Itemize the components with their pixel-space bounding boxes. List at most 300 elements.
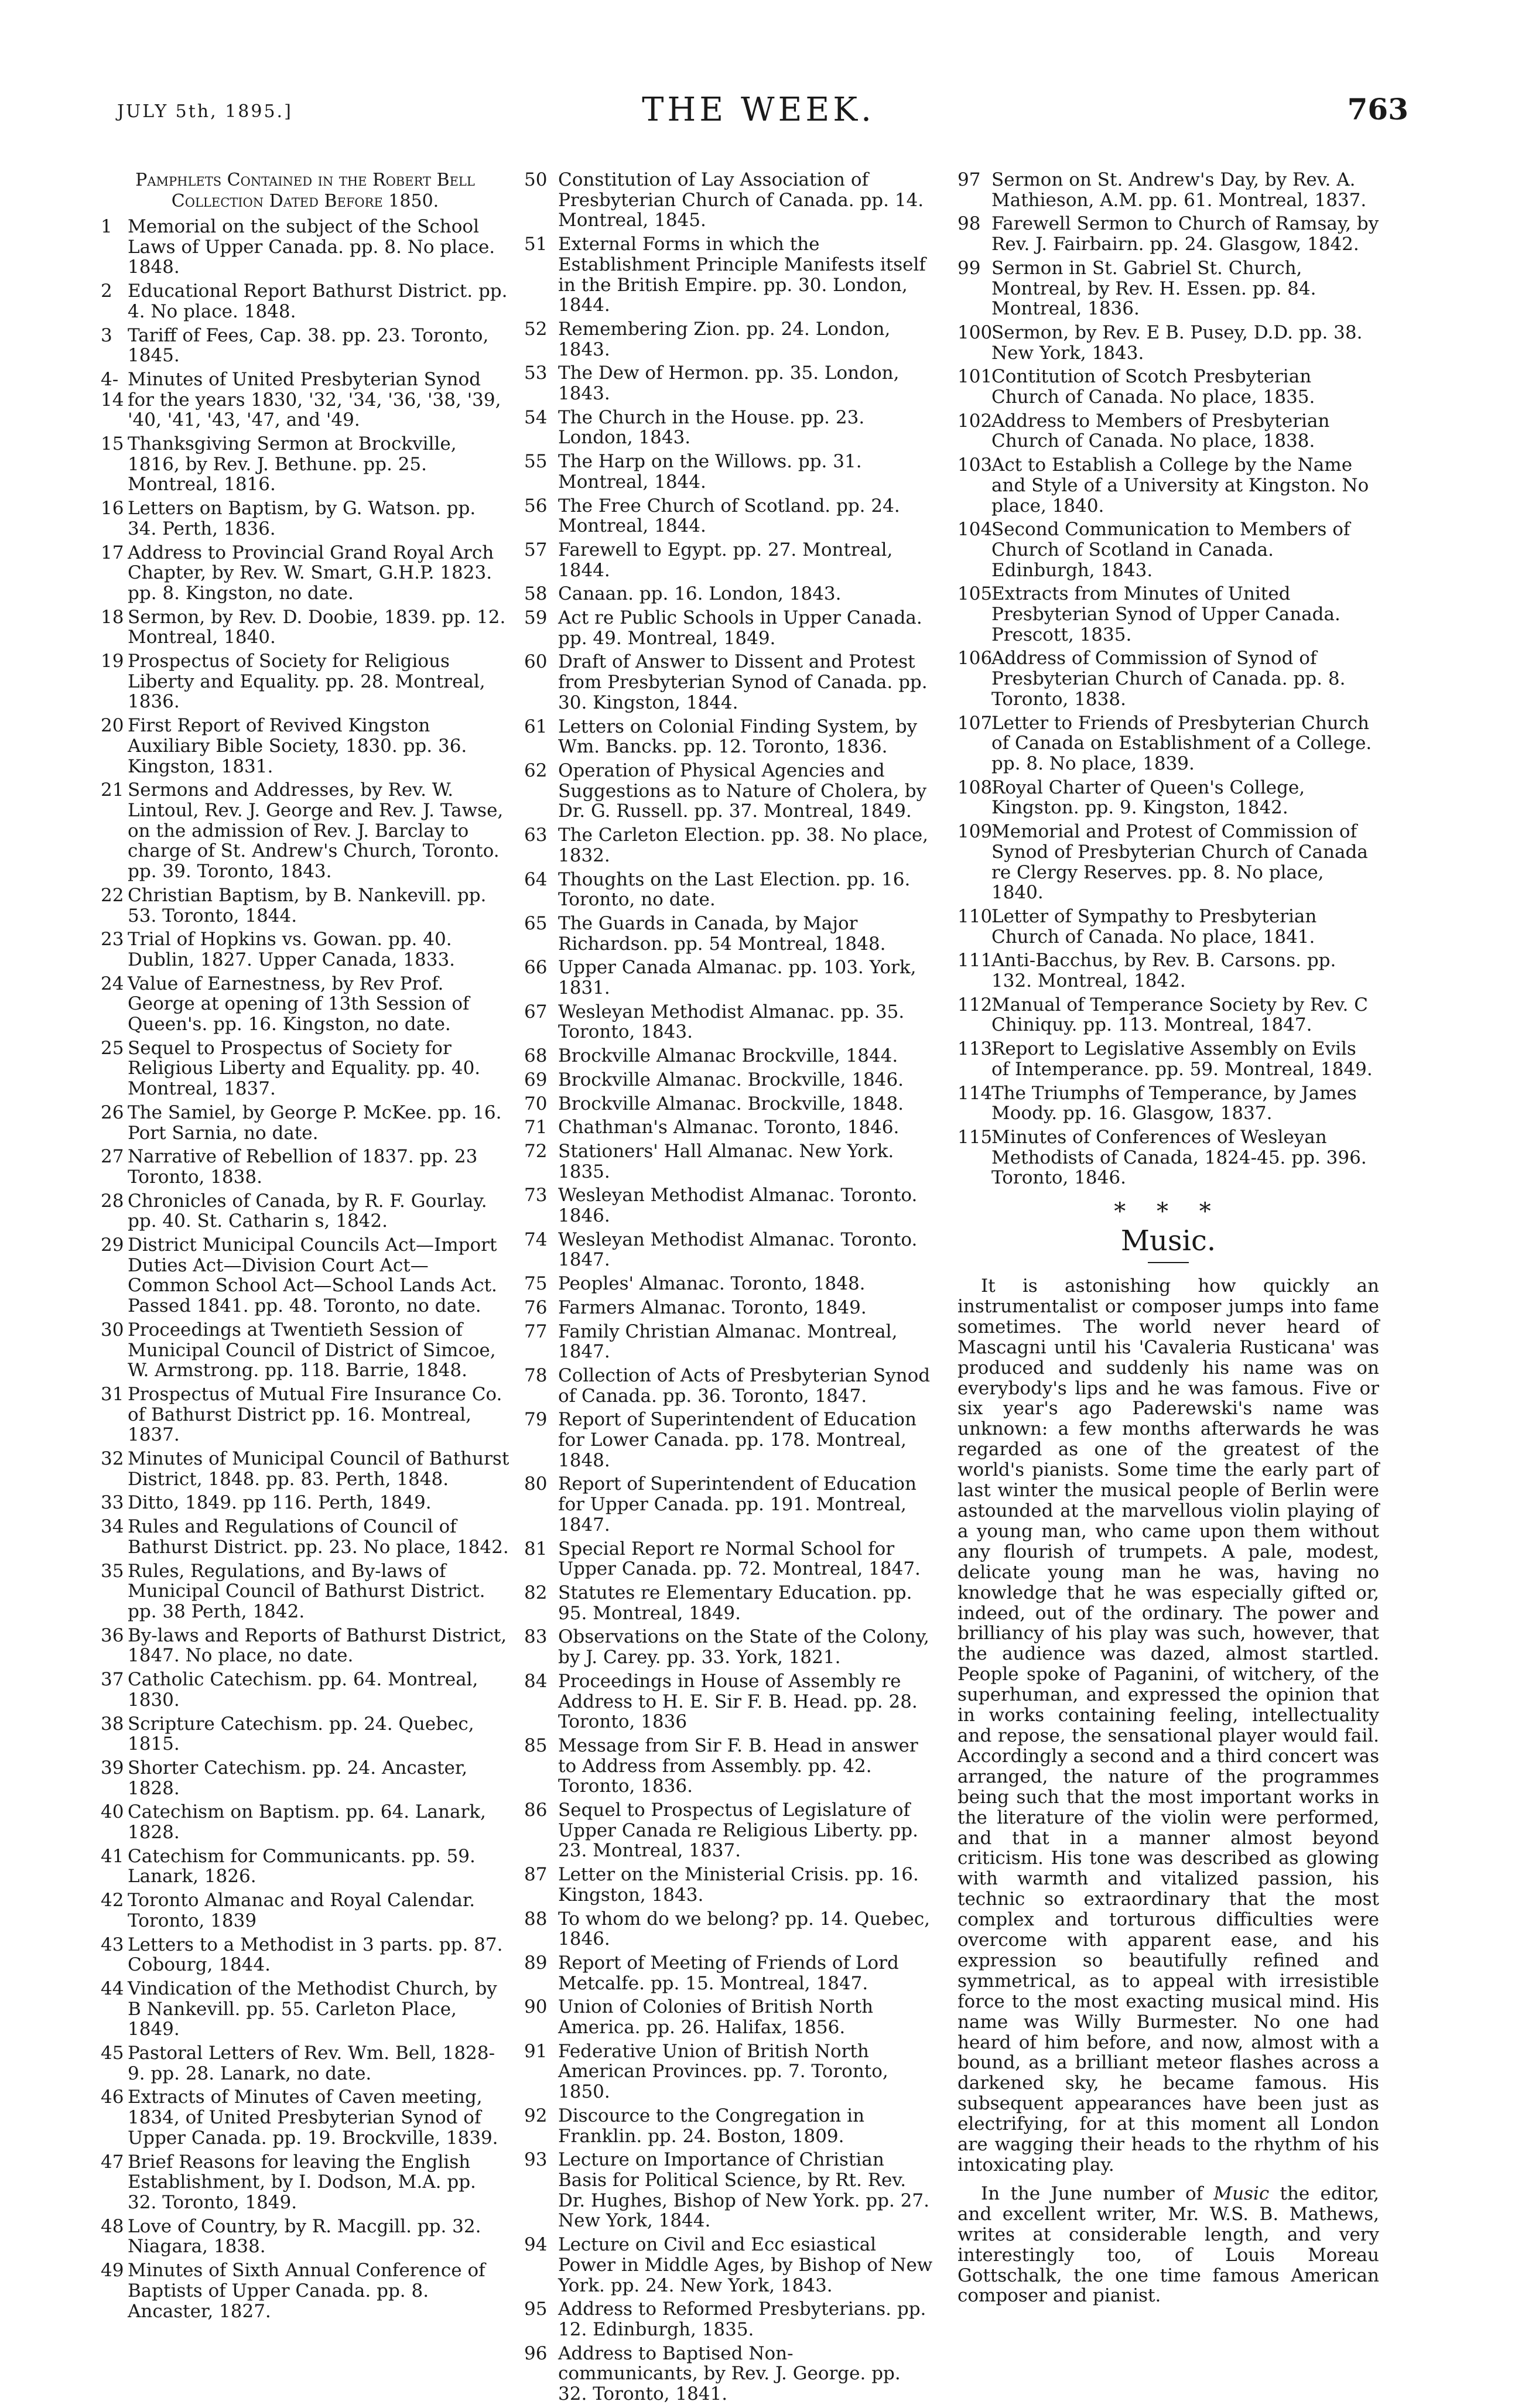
pamphlet-description: Prospectus of Society for Religious Liberty and Equality. pp. 28. Montreal, 1836. <box>128 651 485 713</box>
pamphlet-list-2 <box>524 170 933 2404</box>
pamphlet-number: 56 <box>524 495 548 517</box>
pamphlet-entry <box>524 2106 933 2146</box>
pamphlet-description: Royal Charter of Queen's College, Kingston. pp. 9. Kingston, 1842. <box>991 777 1305 819</box>
pamphlet-number: 101 <box>957 366 993 388</box>
pamphlet-entry <box>101 1493 509 1513</box>
pamphlet-description: Rules, Regulations, and By-laws of Municipal Council of Bathurst District. pp. 38 Perth, 1842. <box>128 1560 485 1622</box>
pamphlet-description: Constitution of Lay Association of Presbyterian Church of Canada. pp. 14. Montreal, 1845. <box>558 169 924 231</box>
pamphlet-entry <box>524 1583 933 1623</box>
pamphlet-description: Report to Legislative Assembly on Evils of Intemperance. pp. 59. Montreal, 1849. <box>991 1038 1373 1080</box>
pamphlet-entry <box>524 1070 933 1090</box>
pamphlet-entry <box>524 540 933 580</box>
pamphlet-description: Scripture Catechism. pp. 24. Quebec, 1815. <box>128 1713 474 1755</box>
pamphlet-entry <box>524 1366 933 1406</box>
pamphlet-entry <box>101 929 509 970</box>
pamphlet-number: 42 <box>101 1890 124 1911</box>
pamphlet-description: The Harp on the Willows. pp. 31. Montreal, 1844. <box>558 451 862 492</box>
pamphlet-entry <box>524 870 933 910</box>
pamphlet-entry <box>101 1714 509 1754</box>
pamphlet-description: Observations on the State of the Colony, by J. Carey. pp. 33. York, 1821. <box>558 1626 929 1668</box>
pamphlet-number: 108 <box>957 777 993 798</box>
pamphlet-number: 47 <box>101 2151 124 2173</box>
pamphlet-number: 36 <box>101 1624 124 1646</box>
pamphlet-number: 109 <box>957 821 993 843</box>
pamphlet-number: 66 <box>524 957 548 979</box>
pamphlet-entry <box>957 907 1379 947</box>
pamphlet-entry <box>524 1185 933 1226</box>
pamphlet-description: Letters on Baptism, by G. Watson. pp. 34. Perth, 1836. <box>128 498 476 539</box>
pamphlet-entry <box>101 780 509 882</box>
pamphlet-number: 68 <box>524 1045 548 1067</box>
pamphlet-entry <box>524 1410 933 1470</box>
pamphlet-description: Letter on the Ministerial Crisis. pp. 16. Kingston, 1843. <box>558 1864 919 1906</box>
pamphlet-description: Ditto, 1849. pp 116. Perth, 1849. <box>128 1492 432 1514</box>
pamphlet-number: 58 <box>524 583 548 605</box>
pamphlet-description: Lecture on Importance of Christian Basis for Political Science, by Rt. Rev. Dr. Hughes, Bishop of New York. pp. 27. New York, 1844. <box>558 2149 929 2232</box>
pamphlet-description: Remembering Zion. pp. 24. London, 1843. <box>558 318 891 360</box>
pamphlet-entry <box>524 1474 933 1535</box>
pamphlet-description: Love of Country, by R. Macgill. pp. 32. Niagara, 1838. <box>128 2215 481 2258</box>
pamphlet-number: 35 <box>101 1560 124 1582</box>
pamphlet-entry <box>101 1103 509 1143</box>
pamphlet-entry <box>101 2260 509 2321</box>
music-paragraph-1: It is astonishing how quickly an instrumentalist or composer jumps into fame sometimes. The world never heard of Mascagni until his 'Cavaleria Rusticana' was produced and suddenly his name was on everybody's lips and he was famous. Five or six year's ago Paderewski's name was unknown: a few months afterwards he was regarded as one of the greatest of the world's pianists. Some time the early part of last winter the musical people of Berlin were astounded at the marvellous violin playing of a young man, who came upon them without any flourish of trumpets. A pale, modest, delicate young man he was, having no knowledge that he was especially gifted or, indeed, out of the ordinary. The power and brilliancy of his play was such, however, that the audience was dazed, almost startled. People spoke of Paganini, of witchery, of the superhuman, and expressed the opinion that in works containing feeling, intellectuality and repose, the sensational player would fail. Accordingly a second and a third concert was arranged, the nature of the programmes being such that the most important works in the literature of the violin were performed, and that in a manner almost beyond criticism. His tone was described as glowing with warmth and vitalized passion, his technic so extraordinary that the most complex and torturous difficulties were overcome with apparent ease, and his expression so beautifully refined and symmetrical, as to appeal with irresistible force to the most exacting musical mind. His name was Willy Burmester. No one had heard of him before, and now, almost with a bound, as a brilliant meteor flashes across a darkened sky, he became famous. His subsequent appearances have been just as electrifying, for at this moment all London are wagging their heads to the rhythm of his intoxicating play. <box>957 1275 1379 2176</box>
pamphlet-number: 114 <box>957 1082 993 1104</box>
pamphlet-entry <box>101 217 509 278</box>
pamphlet-entry <box>524 234 933 316</box>
pamphlet-number: 99 <box>957 257 981 279</box>
pamphlet-description: Memorial on the subject of the School Laws of Upper Canada. pp. 8. No place. 1848. <box>128 216 495 278</box>
pamphlet-number: 51 <box>524 234 548 255</box>
pamphlet-number: 39 <box>101 1757 124 1778</box>
pamphlet-description: Minutes of Conferences of Wesleyan Methodists of Canada, 1824-45. pp. 396. Toronto, 1846. <box>991 1126 1367 1189</box>
pamphlet-entry <box>101 2217 509 2257</box>
pamphlet-description: Union of Colonies of British North America. pp. 26. Halifax, 1856. <box>558 1996 874 2038</box>
pamphlet-number: 48 <box>101 2215 124 2237</box>
pamphlet-description: Value of Earnestness, by Rev Prof. George at opening of 13th Session of Queen's. pp. 16. Kingston, no date. <box>128 973 470 1035</box>
pamphlet-entry <box>101 1890 509 1931</box>
pamphlet-description: Canaan. pp. 16. London, 1843. <box>558 583 842 605</box>
column-2 <box>524 170 933 2408</box>
pamphlet-entry <box>957 519 1379 580</box>
pamphlet-number: 54 <box>524 406 548 428</box>
pamphlet-entry <box>101 2043 509 2084</box>
pamphlet-number: 96 <box>524 2342 548 2364</box>
pamphlet-entry <box>101 1384 509 1445</box>
pamphlet-description: Catechism for Communicants. pp. 59. Lanark, 1826. <box>128 1845 476 1887</box>
pamphlet-number: 43 <box>101 1934 124 1955</box>
pamphlet-entry <box>101 651 509 712</box>
pamphlet-entry <box>101 1449 509 1489</box>
pamphlet-number: 72 <box>524 1140 548 1162</box>
pamphlet-number: 89 <box>524 1952 548 1973</box>
pamphlet-entry <box>957 258 1379 319</box>
pamphlet-entry <box>957 1083 1379 1124</box>
pamphlet-entry <box>101 1038 509 1099</box>
pamphlet-entry <box>101 716 509 777</box>
pamphlet-description: Thoughts on the Last Election. pp. 16. Toronto, no date. <box>558 868 911 911</box>
pamphlet-description: Report of Superintendent of Education for Lower Canada. pp. 178. Montreal, 1848. <box>558 1409 916 1471</box>
pamphlet-description: Extracts of Minutes of Caven meeting, 1834, of United Presbyterian Synod of Upper Canada. pp. 19. Brockville, 1839. <box>128 2087 498 2149</box>
pamphlet-description: Catechism on Baptism. pp. 64. Lanark, 1828. <box>128 1801 486 1843</box>
pamphlet-number: 59 <box>524 607 548 629</box>
pamphlet-description: Shorter Catechism. pp. 24. Ancaster, 1828. <box>128 1757 468 1799</box>
pamphlet-number: 71 <box>524 1117 548 1138</box>
pamphlet-description: The Triumphs of Temperance, by James Moody. pp. 16. Glasgow, 1837. <box>991 1082 1357 1124</box>
pamphlet-number: 1 <box>101 216 112 237</box>
pamphlet-description: Federative Union of British North American Provinces. pp. 7. Toronto, 1850. <box>558 2040 888 2103</box>
pamphlet-description: Thanksgiving Sermon at Brockville, 1816, by Rev. J. Bethune. pp. 25. Montreal, 1816. <box>128 433 457 495</box>
pamphlet-number: 17 <box>101 542 124 563</box>
pamphlets-heading <box>101 170 509 212</box>
pamphlet-description: Collection of Acts of Presbyterian Synod of Canada. pp. 36. Toronto, 1847. <box>558 1364 931 1407</box>
pamphlet-description: Letters on Colonial Finding System, by Wm. Bancks. pp. 12. Toronto, 1836. <box>558 716 918 758</box>
pamphlet-description: Catholic Catechism. pp. 64. Montreal, 1830. <box>128 1669 478 1711</box>
pamphlet-entry <box>524 452 933 492</box>
pamphlet-entry <box>524 1800 933 1861</box>
pamphlet-description: Draft of Answer to Dissent and Protest from Presbyterian Synod of Canada. pp. 30. Kingston, 1844. <box>558 651 928 713</box>
pamphlet-entry <box>524 608 933 648</box>
pamphlet-number: 79 <box>524 1409 548 1431</box>
pamphlet-entry <box>957 1039 1379 1079</box>
pamphlet-number: 2 <box>101 281 112 302</box>
pamphlet-number: 77 <box>524 1321 548 1342</box>
pamphlet-number: 45 <box>101 2043 124 2064</box>
music-section-title: Music. <box>1120 1224 1216 1258</box>
pamphlet-description: Act re Public Schools in Upper Canada. pp. 49. Montreal, 1849. <box>558 607 922 649</box>
pamphlet-entry <box>101 1758 509 1798</box>
pamphlet-number: 110 <box>957 905 993 927</box>
pamphlet-entry <box>524 2344 933 2404</box>
pamphlet-description: Second Communication to Members of Church of Scotland in Canada. Edinburgh, 1843. <box>991 519 1350 581</box>
publication-title: THE WEEK. <box>642 91 875 129</box>
pamphlet-number: 107 <box>957 712 993 734</box>
pamphlet-number: 73 <box>524 1185 548 1206</box>
pamphlet-description: Brockville Almanac. Brockville, 1846. <box>558 1069 904 1090</box>
pamphlet-entry <box>957 822 1379 903</box>
pamphlet-entry <box>524 1909 933 1949</box>
pamphlet-entry <box>957 648 1379 709</box>
pamphlet-entry <box>101 1802 509 1842</box>
pamphlet-entry <box>101 370 509 430</box>
pamphlet-number: 33 <box>101 1492 124 1514</box>
pamphlet-description: Discource to the Congregation in Franklin. pp. 24. Boston, 1809. <box>558 2105 865 2147</box>
pamphlet-description: The Free Church of Scotland. pp. 24. Montreal, 1844. <box>558 495 900 537</box>
pamphlet-entry <box>524 1094 933 1114</box>
pamphlet-entry <box>957 323 1379 363</box>
pamphlet-entry <box>101 1626 509 1666</box>
pamphlet-number: 44 <box>101 1978 124 1999</box>
pamphlet-description: Brockville Almanac. Brockville, 1848. <box>558 1093 904 1114</box>
pamphlet-number: 92 <box>524 2105 548 2126</box>
magazine-title: Music <box>1213 2183 1270 2204</box>
pamphlet-number: 21 <box>101 779 124 801</box>
pamphlet-number: 55 <box>524 451 548 473</box>
pamphlet-entry <box>101 1320 509 1381</box>
pamphlet-entry <box>524 2150 933 2231</box>
pamphlet-number: 84 <box>524 1670 548 1692</box>
pamphlet-description: Act to Establish a College by the Name and Style of a University at Kingston. No place, 1840. <box>991 454 1369 517</box>
pamphlet-number: 53 <box>524 362 548 384</box>
pamphlet-number: 46 <box>101 2087 124 2108</box>
pamphlet-description: District Municipal Councils Act—Import Duties Act—Division Court Act—Common School Act—School Lands Act. Passed 1841. pp. 48. Toronto, no date. <box>128 1234 497 1317</box>
pamphlet-number: 78 <box>524 1364 548 1386</box>
pamphlet-number: 30 <box>101 1319 124 1340</box>
pamphlet-description: Memorial and Protest of Commission of Synod of Presbyterian Church of Canada re Clergy Reserves. pp. 8. No place, 1840. <box>991 821 1368 904</box>
pamphlet-entry <box>101 1147 509 1187</box>
pamphlet-number: 38 <box>101 1713 124 1735</box>
pamphlet-number: 90 <box>524 1996 548 2018</box>
pamphlet-description: Statutes re Elementary Education. pp. 95. Montreal, 1849. <box>558 1582 912 1624</box>
pamphlet-description: Farewell Sermon to Church of Ramsay, by Rev. J. Fairbairn. pp. 24. Glasgow, 1842. <box>991 213 1379 255</box>
pamphlet-description: Minutes of United Presbyterian Synod for the years 1830, '32, '34, '36, '38, '39, '40, '41, '43, '47, and '49. <box>128 368 501 431</box>
pamphlet-entry <box>101 326 509 366</box>
pamphlet-description: Address of Commission of Synod of Presbyterian Church of Canada. pp. 8. Toronto, 1838. <box>991 648 1346 710</box>
pamphlet-number: 49 <box>101 2260 124 2282</box>
pamphlet-number: 106 <box>957 648 993 669</box>
pamphlet-entry <box>524 914 933 954</box>
pamphlet-description: Proceedings in House of Assembly re Address to H. E. Sir F. B. Head. pp. 28. Toronto, 1836 <box>558 1670 918 1733</box>
pamphlet-number: 61 <box>524 716 548 737</box>
pamphlet-description: Special Report re Normal School for Upper Canada. pp. 72. Montreal, 1847. <box>558 1538 921 1580</box>
pamphlet-number: 70 <box>524 1093 548 1114</box>
pamphlet-description: Wesleyan Methodist Almanac. pp. 35. Toronto, 1843. <box>558 1001 905 1043</box>
pamphlet-number: 3 <box>101 324 112 346</box>
paragraph-2-lead: In the June number of <box>981 2183 1214 2204</box>
pamphlet-number: 15 <box>101 433 124 455</box>
pamphlet-number: 52 <box>524 318 548 340</box>
pamphlet-description: Tariff of Fees, Cap. 38. pp. 23. Toronto, 1845. <box>128 324 489 367</box>
pamphlet-list-3 <box>957 170 1379 1188</box>
pamphlet-description: Operation of Physical Agencies and Suggestions as to Nature of Cholera, by Dr. G. Russell. pp. 37. Montreal, 1849. <box>558 760 927 822</box>
pamphlet-number: 100 <box>957 321 993 343</box>
pamphlet-number: 85 <box>524 1735 548 1756</box>
pamphlet-description: Lecture on Civil and Ecc esiastical Power in Middle Ages, by Bishop of New York. pp. 24. New York, 1843. <box>558 2234 933 2296</box>
pamphlets-heading-line-2: Collection Dated Before 1850. <box>171 191 439 211</box>
pamphlet-entry <box>524 1865 933 1905</box>
music-paragraph-2 <box>957 2184 1379 2306</box>
pamphlet-number: 112 <box>957 994 993 1015</box>
pamphlet-description: Trial of Hopkins vs. Gowan. pp. 40. Dublin, 1827. Upper Canada, 1833. <box>128 929 456 970</box>
pamphlet-description: Letter to Friends of Presbyterian Church of Canada on Establishment of a College. pp. 8. No place, 1839. <box>991 712 1372 774</box>
pamphlet-list-1 <box>101 217 509 2321</box>
pamphlet-number: 63 <box>524 825 548 846</box>
pamphlet-entry <box>524 1274 933 1294</box>
pamphlet-description: The Guards in Canada, by Major Richardson. pp. 54 Montreal, 1848. <box>558 912 886 955</box>
pamphlet-description: Proceedings at Twentieth Session of Municipal Council of District of Simcoe, W. Armstrong. pp. 118. Barrie, 1848. <box>128 1319 496 1381</box>
pamphlet-entry <box>101 885 509 926</box>
pamphlet-entry <box>101 1846 509 1887</box>
pamphlet-description: Address to Members of Presbyterian Church of Canada. No place, 1838. <box>991 410 1330 452</box>
pamphlet-description: Vindication of the Methodist Church, by B Nankevill. pp. 55. Carleton Place, 1849. <box>128 1978 497 2040</box>
pamphlet-description: Contitution of Scotch Presbyterian Church of Canada. No place, 1835. <box>991 366 1315 408</box>
pamphlet-number: 37 <box>101 1669 124 1691</box>
pamphlet-entry <box>524 319 933 360</box>
pamphlet-number: 60 <box>524 651 548 673</box>
pamphlet-description: Prospectus of Mutual Fire Insurance Co. of Bathurst District pp. 16. Montreal, 1837. <box>128 1383 502 1446</box>
pamphlet-number: 88 <box>524 1908 548 1930</box>
pamphlet-number: 22 <box>101 884 124 906</box>
pamphlet-number: 102 <box>957 410 993 432</box>
pamphlet-entry <box>101 1561 509 1622</box>
pamphlet-entry <box>524 1141 933 1182</box>
pamphlet-entry <box>524 957 933 998</box>
pamphlet-number: 20 <box>101 715 124 737</box>
pamphlet-number: 74 <box>524 1229 548 1250</box>
pamphlet-entry <box>524 761 933 822</box>
pamphlet-number: 67 <box>524 1001 548 1022</box>
pamphlet-number: 41 <box>101 1845 124 1867</box>
pamphlet-entry <box>524 2041 933 2102</box>
pamphlet-entry <box>524 652 933 713</box>
pamphlet-number: 31 <box>101 1383 124 1405</box>
pamphlet-number: 57 <box>524 539 548 560</box>
pamphlet-number: 91 <box>524 2040 548 2062</box>
pamphlet-number: 97 <box>957 169 981 190</box>
pamphlet-description: Address to Reformed Presbyterians. pp. 12. Edinburgh, 1835. <box>558 2298 926 2340</box>
pamphlet-entry <box>524 2299 933 2339</box>
pamphlet-number: 34 <box>101 1516 124 1538</box>
pamphlet-entry <box>524 825 933 866</box>
pamphlet-number: 105 <box>957 583 993 605</box>
pamphlet-number: 111 <box>957 950 993 972</box>
pamphlet-description: Report of Meeting of Friends of Lord Metcalfe. pp. 15. Montreal, 1847. <box>558 1952 899 1994</box>
pamphlet-number: 19 <box>101 651 124 672</box>
pamphlet-number: 26 <box>101 1102 124 1123</box>
pamphlet-number: 80 <box>524 1473 548 1495</box>
pamphlet-description: The Dew of Hermon. pp. 35. London, 1843. <box>558 362 900 405</box>
pamphlet-entry <box>101 1935 509 1975</box>
pamphlet-description: Chathman's Almanac. Toronto, 1846. <box>558 1117 900 1138</box>
pamphlet-description: Sermon on St. Andrew's Day, by Rev. A. Mathieson, A.M. pp. 61. Montreal, 1837. <box>991 169 1367 211</box>
pamphlet-entry <box>101 1670 509 1710</box>
pamphlet-number: 40 <box>101 1801 124 1823</box>
pamphlet-description: Sequel to Prospectus of Society for Religious Liberty and Equality. pp. 40. Montreal, 1837. <box>128 1037 481 1100</box>
pamphlet-description: Brief Reasons for leaving the English Establishment, by I. Dodson, M.A. pp. 32. Toronto, 1849. <box>128 2151 476 2213</box>
pamphlet-description: Minutes of Sixth Annual Conference of Baptists of Upper Canada. pp. 8. Ancaster, 1827. <box>128 2260 485 2322</box>
pamphlet-description: Sermon, by Rev. E B. Pusey, D.D. pp. 38. New York, 1843. <box>991 321 1363 364</box>
pamphlet-number: 16 <box>101 498 124 519</box>
pamphlet-number: 4-14 <box>101 368 124 411</box>
pamphlet-entry <box>101 281 509 321</box>
pamphlet-description: Address to Provincial Grand Royal Arch Chapter, by Rev. W. Smart, G.H.P. 1823. pp. 8. Kingston, no date. <box>128 542 494 604</box>
pamphlet-entry <box>524 1298 933 1318</box>
pamphlet-description: Letter of Sympathy to Presbyterian Church of Canada. No place, 1841. <box>991 905 1317 948</box>
pamphlet-number: 75 <box>524 1273 548 1295</box>
pamphlet-entry <box>957 455 1379 516</box>
pamphlet-number: 82 <box>524 1582 548 1603</box>
pamphlet-number: 64 <box>524 868 548 890</box>
pamphlet-entry <box>524 1322 933 1362</box>
pamphlet-entry <box>957 170 1379 210</box>
pamphlet-description: Sermon in St. Gabriel St. Church, Montreal, by Rev. H. Essen. pp. 84. Montreal, 1836. <box>991 257 1316 320</box>
pamphlet-description: Peoples' Almanac. Toronto, 1848. <box>558 1273 866 1295</box>
pamphlet-description: Farmers Almanac. Toronto, 1849. <box>558 1297 867 1318</box>
pamphlet-number: 69 <box>524 1069 548 1090</box>
pamphlet-number: 23 <box>101 929 124 950</box>
pamphlet-entry <box>101 2152 509 2213</box>
pamphlet-number: 95 <box>524 2298 548 2320</box>
pamphlet-entry <box>101 434 509 495</box>
pamphlet-number: 24 <box>101 973 124 994</box>
pamphlet-description: Chronicles of Canada, by R. F. Gourlay. pp. 40. St. Catharin s, 1842. <box>128 1190 487 1232</box>
pamphlet-entry <box>524 408 933 448</box>
pamphlet-description: To whom do we belong? pp. 14. Quebec, 1846. <box>558 1908 931 1950</box>
pamphlet-number: 103 <box>957 454 993 476</box>
pamphlet-number: 76 <box>524 1297 548 1318</box>
pamphlet-description: By-laws and Reports of Bathurst District, 1847. No place, no date. <box>128 1624 507 1667</box>
pamphlet-number: 83 <box>524 1626 548 1648</box>
pamphlet-entry <box>101 1517 509 1557</box>
section-ornament: * * * <box>1114 1198 1223 1226</box>
pamphlet-entry <box>957 411 1379 452</box>
pamphlet-description: Sermon, by Rev. D. Doobie, 1839. pp. 12. Montreal, 1840. <box>128 606 506 648</box>
pamphlet-entry <box>101 1235 509 1316</box>
pamphlet-description: Christian Baptism, by B. Nankevill. pp. 53. Toronto, 1844. <box>128 884 487 926</box>
pamphlet-description: The Church in the House. pp. 23. London, 1843. <box>558 406 865 449</box>
pamphlet-entry <box>524 717 933 757</box>
pamphlet-number: 50 <box>524 169 548 190</box>
pamphlet-description: Address to Baptised Non-communicants, by Rev. J. George. pp. 32. Toronto, 1841. <box>558 2342 901 2405</box>
pamphlet-description: Narrative of Rebellion of 1837. pp. 23 Toronto, 1838. <box>128 1146 478 1188</box>
pamphlet-description: Farewell to Egypt. pp. 27. Montreal, 1844. <box>558 539 893 581</box>
column-1 <box>101 170 509 2325</box>
pamphlet-entry <box>524 1627 933 1667</box>
pamphlet-entry <box>957 584 1379 645</box>
paragraph-2-rest: the editor, and excellent writer, Mr. W.S. B. Mathews, writes at considerable length, and very interestingly too, of Louis Moreau Gottschalk, the one time famous American composer and pianist. <box>957 2183 1379 2307</box>
pamphlet-entry <box>524 1117 933 1138</box>
pamphlet-description: Sequel to Prospectus of Legislature of Upper Canada re Religious Liberty. pp. 23. Montreal, 1837. <box>558 1800 918 1862</box>
pamphlet-description: Letters to a Methodist in 3 parts. pp. 87. Cobourg, 1844. <box>128 1934 503 1976</box>
pamphlet-description: Brockville Almanac Brockville, 1844. <box>558 1045 898 1067</box>
pamphlet-entry <box>524 363 933 403</box>
pamphlet-description: Upper Canada Almanac. pp. 103. York, 1831. <box>558 957 916 999</box>
pamphlet-entry <box>101 974 509 1035</box>
pamphlet-number: 81 <box>524 1538 548 1559</box>
pamphlet-description: Toronto Almanac and Royal Calendar. Toronto, 1839 <box>128 1890 476 1931</box>
pamphlet-entry <box>524 1046 933 1066</box>
pamphlet-entry <box>101 1979 509 2040</box>
pamphlet-description: The Samiel, by George P. McKee. pp. 16. Port Sarnia, no date. <box>128 1102 502 1144</box>
pamphlet-entry <box>957 1127 1379 1188</box>
pamphlet-entry <box>524 1230 933 1270</box>
pamphlet-number: 65 <box>524 912 548 934</box>
pamphlet-number: 27 <box>101 1146 124 1168</box>
pamphlet-entry <box>101 1191 509 1232</box>
pamphlet-number: 113 <box>957 1038 993 1060</box>
pamphlet-description: Family Christian Almanac. Montreal, 1847. <box>558 1321 898 1363</box>
pamphlet-entry <box>957 367 1379 407</box>
pamphlet-description: Report of Superintendent of Education for Upper Canada. pp. 191. Montreal, 1847. <box>558 1473 916 1535</box>
pamphlet-entry <box>524 170 933 231</box>
pamphlet-entry <box>524 1997 933 2037</box>
pamphlet-number: 29 <box>101 1234 124 1256</box>
pamphlet-number: 18 <box>101 606 124 628</box>
pamphlet-number: 62 <box>524 760 548 781</box>
pamphlet-description: Manual of Temperance Society by Rev. C Chiniquy. pp. 113. Montreal, 1847. <box>991 994 1368 1036</box>
pamphlet-number: 32 <box>101 1448 124 1470</box>
pamphlet-number: 93 <box>524 2149 548 2171</box>
pamphlet-description: The Carleton Election. pp. 38. No place, 1832. <box>558 825 929 866</box>
pamphlet-number: 86 <box>524 1800 548 1821</box>
pamphlet-description: Message from Sir F. B. Head in answer to Address from Assembly. pp. 42. Toronto, 1836. <box>558 1735 918 1797</box>
pamphlet-entry <box>957 214 1379 254</box>
pamphlet-entry <box>524 1736 933 1797</box>
pamphlet-description: Rules and Regulations of Council of Bathurst District. pp. 23. No place, 1842. <box>128 1516 509 1558</box>
pamphlet-entry <box>957 950 1379 991</box>
pamphlet-description: Anti-Bacchus, by Rev. B. Carsons. pp. 132. Montreal, 1842. <box>991 950 1336 992</box>
pamphlet-description: Wesleyan Methodist Almanac. Toronto. 1847. <box>558 1229 918 1271</box>
